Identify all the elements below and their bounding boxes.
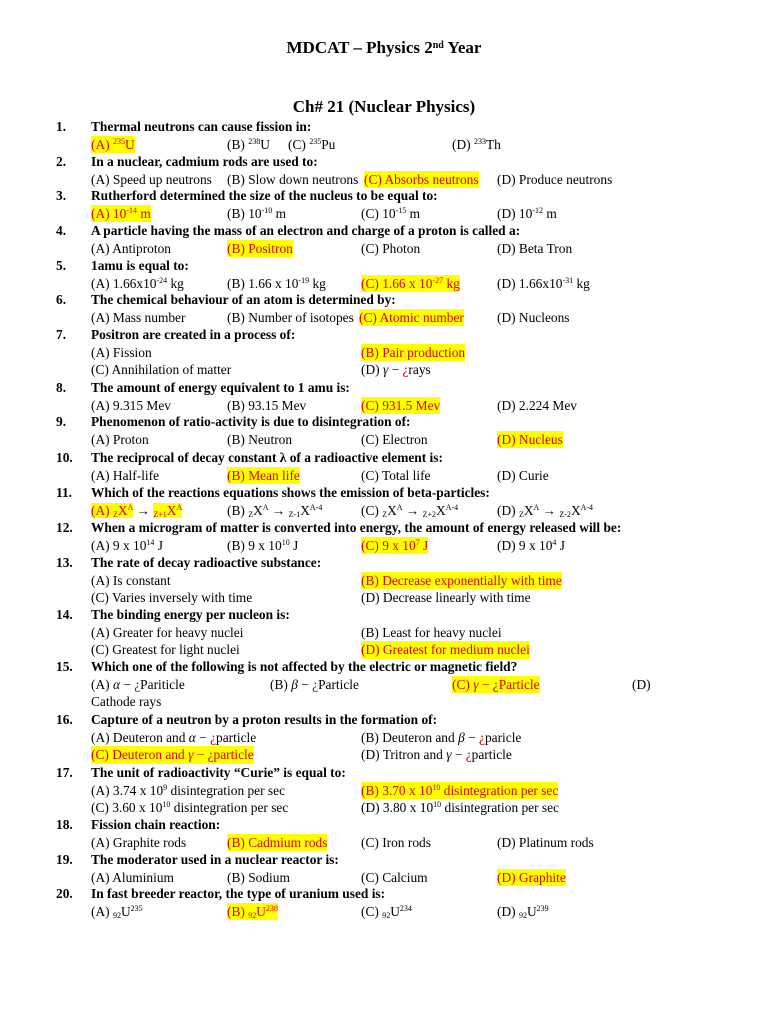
option-b: (B) Decrease exponentially with time [361, 572, 562, 588]
option-b: (B) $10^{-10}$ m [227, 205, 287, 221]
option-c: (C) $^{235}$Pu [288, 136, 336, 152]
question-3: 3. Rutherford determined the size of the nucleus to be equal to: (A) $10^{-14}$ m (B) $10^{-10}$ m (C) $10^{-15}$ m (D) $10^{-12}$ m [56, 188, 557, 221]
option-a: (A) Aluminium [91, 869, 174, 885]
option-c: (C) Varies inversely with time [91, 590, 253, 605]
option-d: (D) Greatest for medium nuclei [361, 642, 530, 657]
option-c: (C) Iron rods [361, 834, 431, 850]
option-d: (D) Graphite [497, 869, 566, 885]
option-c: (C) Greatest for light nuclei [91, 642, 240, 657]
option-a: (A) 9 x $10^{14}$ J [91, 537, 163, 553]
option-a: (A) Antiproton [91, 240, 171, 256]
option-c: (C) γ − ¿Particle [452, 676, 540, 692]
option-b: (B) Cadmium rods [227, 834, 328, 850]
question-15: 15. Which one of the following is not affected by the electric or magnetic field? (A) α − ¿Pariticle (B) β − ¿Particle (C) γ − ¿Particle (D) Cathode rays [56, 659, 651, 709]
option-a: (A) Greater for heavy nuclei [91, 624, 244, 640]
option-d: (D) Decrease linearly with time [361, 590, 531, 605]
option-d: (D) Tritron and γ − ¿particle [361, 747, 512, 762]
option-b: (B) β − ¿Particle [270, 676, 359, 692]
option-c: (C) $10^{-15}$ m [361, 205, 421, 221]
option-c: (C) Calcium [361, 869, 428, 885]
question-9: 9. Phenomenon of ratio-activity is due to disintegration of: (A) Proton (B) Neutron (C) Electron (D) Nucleus [56, 414, 563, 447]
option-b: (B) Neutron [227, 431, 293, 447]
question-2: 2. In a nuclear, cadmium rods are used to: (A) Speed up neutrons (B) Slow down neutrons (C) Absorbs neutrons (D) Produce neutrons [56, 154, 613, 187]
question-18: 18. Fission chain reaction: (A) Graphite rods (B) Cadmium rods (C) Iron rods (D) Platinum rods [56, 817, 594, 850]
option-d: (D) $_ZX^A \to _{Z-2}X^{A-4}$ [497, 502, 594, 519]
option-b: (B) $_{92}U^{238}$ [227, 903, 278, 920]
option-b: (B) Number of isotopes [227, 309, 354, 325]
option-b: (B) 93.15 Mev [227, 397, 307, 413]
option-a: (A) Speed up neutrons [91, 171, 212, 187]
question-10: 10. The reciprocal of decay constant λ of a radioactive element is: (A) Half-life (B) Mean life (C) Total life (D) Curie [56, 450, 549, 483]
option-b: (B) Sodium [227, 869, 290, 885]
option-d: (D) 3.80 x $10^{10}$ disintegration per sec [361, 800, 560, 815]
option-d: (D) Nucleons [497, 309, 570, 325]
question-19: 19. The moderator used in a nuclear reactor is: (A) Aluminium (B) Sodium (C) Calcium (D) Graphite [56, 852, 566, 885]
question-12: 12. When a microgram of matter is converted into energy, the amount of energy released will be: (A) 9 x $10^{14}$ J (B) 9 x $10^{10}$ J (C) 9 x $10^7$ J (D) 9 x $10^4$ J [56, 520, 622, 553]
option-a: (A) $^{235}$U [91, 136, 135, 152]
option-a: (A) Mass number [91, 309, 186, 325]
question-20: 20. In fast breeder reactor, the type of uranium used is: (A) $_{92}U^{235}$ (B) $_{92}U^{238}$ (C) $_{92}U^{234}$ (D) $_{92}U^{239}$ [56, 886, 549, 920]
question-14: 14. The binding energy per nucleon is: (A) Greater for heavy nuclei (B) Least for heavy nuclei (C) Greatest for light nuclei (D) Greatest for medium nuclei [56, 607, 530, 657]
option-c: (C) Deuteron and γ − ¿particle [91, 747, 254, 762]
question-13: 13. The rate of decay radioactive substance: (A) Is constant (B) Decrease exponentially with time (C) Varies inversely with time (D) Decrease linearly with time [56, 555, 562, 605]
option-a: (A) α − ¿Pariticle [91, 676, 185, 692]
option-c: (C) 3.60 x $10^{10}$ disintegration per sec [91, 800, 289, 815]
question-7: 7. Positron are created in a process of: (A) Fission (B) Pair production (C) Annihilation of matter (D) γ − ¿rays [56, 327, 466, 377]
option-d-text: Cathode rays [91, 694, 162, 709]
option-d: (D) $1.66x10^{-31}$ kg [497, 275, 590, 291]
option-c: (C) Annihilation of matter [91, 362, 232, 377]
option-c: (C) 9 x $10^7$ J [361, 537, 429, 553]
option-b: (B) Pair production [361, 344, 466, 360]
document-title: MDCAT – Physics 2nd Year [286, 38, 482, 57]
option-a: (A) Deuteron and α − ¿particle [91, 729, 257, 745]
chapter-heading: Ch# 21 (Nuclear Physics) [292, 97, 476, 116]
option-a: (A) $_{92}U^{235}$ [91, 903, 143, 920]
option-d: (D) 9 x $10^4$ J [497, 537, 565, 553]
question-8: 8. The amount of energy equivalent to 1 amu is: (A) 9.315 Mev (B) 93.15 Mev (C) 931.5 Mev (D) 2.224 Mev [56, 380, 577, 413]
option-b: (B) 3.70 x $10^{10}$ disintegration per sec [361, 782, 559, 798]
option-d: (D) Beta Tron [497, 240, 573, 256]
option-b: (B) Positron [227, 240, 293, 256]
option-b: (B) Slow down neutrons [227, 171, 359, 187]
question-16: 16. Capture of a neutron by a proton results in the formation of: (A) Deuteron and α − ¿particle (B) Deuteron and β − ¿paricle (C) Deuteron and γ − ¿particle (D) Tritron and γ − ¿particle [56, 712, 522, 762]
option-d: (D) $10^{-12}$ m [497, 205, 557, 221]
option-d: (D) $^{233}$Th [452, 136, 501, 152]
option-d: (D) [632, 676, 651, 692]
option-a: (A) 9.315 Mev [91, 397, 171, 413]
option-c: (C) Atomic number [359, 309, 464, 325]
option-a: (A) Fission [91, 344, 152, 360]
option-d: (D) Produce neutrons [497, 171, 613, 187]
option-d: (D) 2.224 Mev [497, 397, 577, 413]
option-c: (C) 1.66 x $10^{-27}$ kg [361, 275, 460, 291]
option-c: (C) Electron [361, 431, 428, 447]
option-c: (C) Photon [361, 240, 421, 256]
option-a: (A) Half-life [91, 467, 160, 483]
option-c: (C) Absorbs neutrons [364, 171, 479, 187]
option-a: (A) $1.66x10^{-24}$ kg [91, 275, 184, 291]
option-b: (B) 9 x $10^{10}$ J [227, 537, 299, 553]
option-d: (D) Nucleus [497, 431, 563, 447]
option-d: (D) Curie [497, 467, 549, 483]
question-11: 11. Which of the reactions equations shows the emission of beta-particles: (A) $_ZX^A \to _{Z+1}X^A$ (B) $_ZX^A \to _{Z-1}X^{A-4}$ (C) $_ZX^A \to _{Z+2}X^{A-4}$ (D) $_ZX^A \to _{Z-2}X^{A-4}$ [56, 485, 594, 519]
option-d: (D) γ − ¿rays [361, 362, 431, 377]
option-d: (D) Platinum rods [497, 834, 594, 850]
option-c: (C) Total life [361, 467, 431, 483]
question-4: 4. A particle having the mass of an electron and charge of a proton is called a: (A) Antiproton (B) Positron (C) Photon (D) Beta Tron [56, 223, 573, 256]
option-c: (C) $_ZX^A \to _{Z+2}X^{A-4}$ [361, 502, 459, 519]
question-6: 6. The chemical behaviour of an atom is determined by: (A) Mass number (B) Number of isotopes (C) Atomic number (D) Nucleons [56, 292, 570, 325]
option-d: (D) $_{92}U^{239}$ [497, 903, 549, 920]
question-5: 5. 1amu is equal to: (A) $1.66x10^{-24}$ kg (B) 1.66 x $10^{-19}$ kg (C) 1.66 x $10^{-27}$ kg (D) $1.66x10^{-31}$ kg [56, 258, 590, 291]
option-b: (B) $_ZX^A \to _{Z-1}X^{A-4}$ [227, 502, 323, 519]
option-a: (A) Graphite rods [91, 834, 187, 850]
option-b: (B) Deuteron and β − ¿paricle [361, 729, 522, 745]
option-b: (B) $^{238}$U [227, 136, 270, 152]
option-c: (C) 931.5 Mev [361, 397, 441, 413]
option-a: (A) Is constant [91, 572, 171, 588]
option-b: (B) Least for heavy nuclei [361, 624, 502, 640]
option-b: (B) Mean life [227, 467, 300, 483]
option-a: (A) 3.74 x $10^9$ disintegration per sec [91, 782, 286, 798]
option-a: (A) $_ZX^A \to _{Z+1}X^A$ [91, 502, 183, 519]
option-b: (B) 1.66 x $10^{-19}$ kg [227, 275, 326, 291]
question-1: 1. Thermal neutrons can cause fission in: (A) $^{235}$U (B) $^{238}$U (C) $^{235}$Pu (D) $^{233}$Th [56, 119, 501, 152]
question-17: 17. The unit of radioactivity “Curie” is equal to: (A) 3.74 x $10^9$ disintegration per sec (B) 3.70 x $10^{10}$ disintegration per sec (C) 3.60 x $10^{10}$ disintegration per sec (D) 3.80 x $10^{10}$ disintegration per sec [56, 765, 560, 815]
option-a: (A) $10^{-14}$ m [91, 205, 151, 221]
option-c: (C) $_{92}U^{234}$ [361, 903, 412, 920]
option-a: (A) Proton [91, 431, 149, 447]
